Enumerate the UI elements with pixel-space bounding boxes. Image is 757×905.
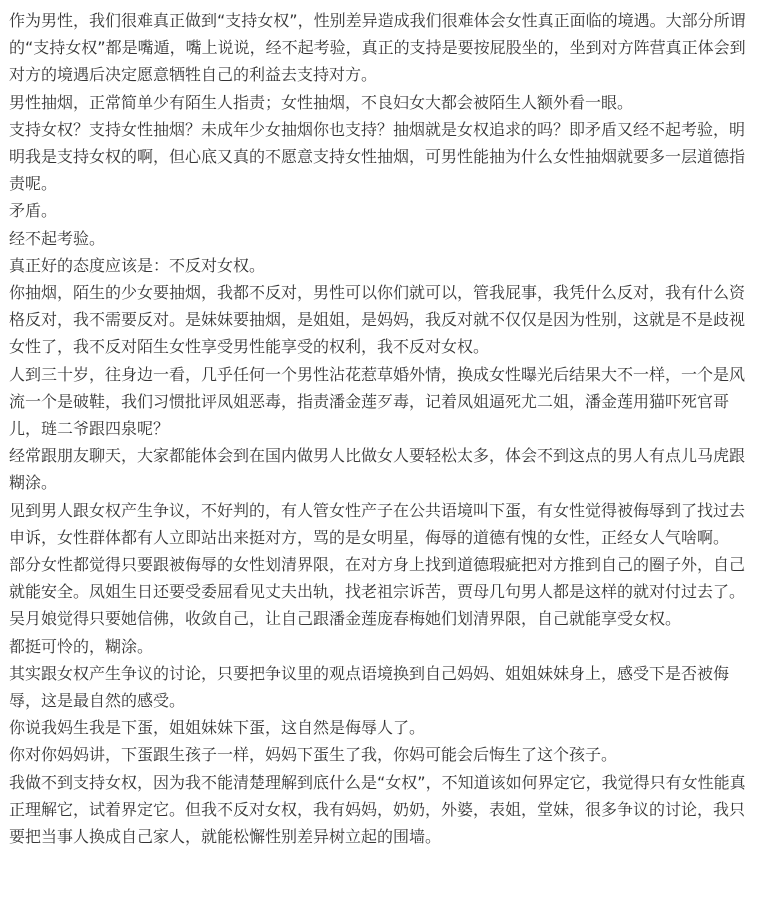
paragraph: 经不起考验。 <box>9 228 106 248</box>
paragraph: 你对你妈妈讲，下蛋跟生孩子一样，妈妈下蛋生了我，你妈可能会后悔生了这个孩子。 <box>9 745 618 765</box>
paragraph: 经常跟朋友聊天，大家都能体会到在国内做男人比做女人要轻松太多，体会不到这点的男人有点儿马虎跟糊涂。 <box>9 446 746 493</box>
paragraph: 作为男性，我们很难真正做到“支持女权”，性别差异造成我们很难体会女性真正面临的境遇。大部分所谓的“支持女权”都是嘴遁，嘴上说说，经不起考验，真正的支持是要按屁股坐的，坐到对方阵营真正体会到对方的境遇后决定愿意牺牲自己的利益去支持对方。 <box>9 11 746 85</box>
paragraph: 人到三十岁，往身边一看，几乎任何一个男性沾花惹草婚外情，换成女性曝光后结果大不一样，一个是风流一个是破鞋，我们习惯批评凤姐恶毒，指责潘金莲歹毒，记着凤姐逼死尤二姐，潘金莲用猫吓死官哥儿，琏二爷跟四泉呢？ <box>9 364 746 439</box>
article-body <box>9 7 749 850</box>
paragraph: 部分女性都觉得只要跟被侮辱的女性划清界限，在对方身上找到道德瑕疵把对方推到自己的圈子外，自己就能安全。凤姐生日还要受委屈看见丈夫出轨，找老祖宗诉苦，贾母几句男人都是这样的就对付过去了。吴月娘觉得只要她信佛，收敛自己，让自己跟潘金莲庞春梅她们划清界限，自己就能享受女权。 <box>9 555 746 629</box>
paragraph: 你抽烟，陌生的少女要抽烟，我都不反对，男性可以你们就可以，管我屁事，我凭什么反对，我有什么资格反对，我不需要反对。是妹妹要抽烟，是姐姐，是妈妈，我反对就不仅仅是因为性别，这就是不是歧视女性了，我不反对陌生女性享受男性能享受的权利，我不反对女权。 <box>9 283 746 357</box>
paragraph: 男性抽烟，正常简单少有陌生人指责；女性抽烟，不良妇女大都会被陌生人额外看一眼。 <box>9 92 634 112</box>
paragraph: 见到男人跟女权产生争议，不好判的，有人管女性产子在公共语境叫下蛋，有女性觉得被侮辱到了找过去申诉，女性群体都有人立即站出来挺对方，骂的是女明星，侮辱的道德有愧的女性，正经女人气啥啊。 <box>9 500 746 547</box>
paragraph: 你说我妈生我是下蛋，姐姐妹妹下蛋，这自然是侮辱人了。 <box>9 718 426 738</box>
paragraph: 都挺可怜的，糊涂。 <box>9 636 154 656</box>
paragraph: 真正好的态度应该是：不反对女权。 <box>9 255 266 275</box>
paragraph: 矛盾。 <box>9 201 58 221</box>
paragraph: 其实跟女权产生争议的讨论，只要把争议里的观点语境换到自己妈妈、姐姐妹妹身上，感受下是否被侮辱，这是最自然的感受。 <box>9 663 730 711</box>
paragraph: 支持女权？支持女性抽烟？未成年少女抽烟你也支持？抽烟就是女权追求的吗？即矛盾又经不起考验，明明我是支持女权的啊，但心底又真的不愿意支持女性抽烟，可男性能抽为什么女性抽烟就要多一层道德指责呢。 <box>9 119 746 194</box>
paragraph: 我做不到支持女权，因为我不能清楚理解到底什么是“女权”，不知道该如何界定它，我觉得只有女性能真正理解它，试着界定它。但我不反对女权，我有妈妈，奶奶，外婆，表姐，堂妹，很多争议的讨论，我只要把当事人换成自己家人，就能松懈性别差异树立起的围墙。 <box>9 772 746 847</box>
